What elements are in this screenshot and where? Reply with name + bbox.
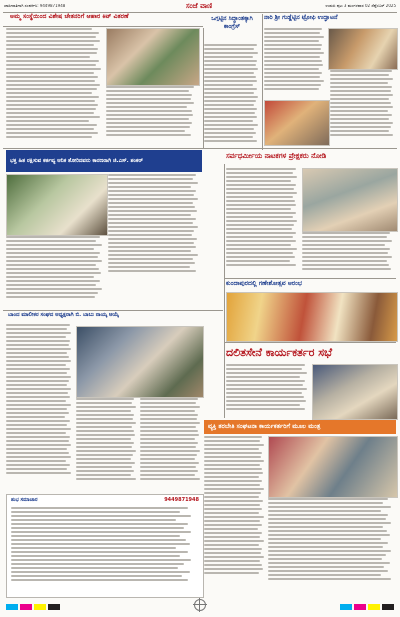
col-rule [262,14,263,150]
headline-h8: ದಲಿತಸೇನೆ ಕಾರ್ಯಕರ್ತರ ಸಭೆ [226,346,333,359]
article-training-b [268,498,396,596]
headline-h9: ವ್ಯಕ್ತಿ ತರಬೇತಿ ಸಂಘಟನಾ ಕಾರ್ಯಕರ್ತರಿಗೆ ಮೂಲ ಮಂತ್ರ [204,420,396,434]
article-left-top [6,28,104,140]
row-rule [3,148,397,149]
masthead: ಸಂಜೆ ವಾಣಿ [185,2,213,10]
headline-h5: ಭಕ್ತ ಹಿತ ರಕ್ಷಿಸುವ ಕರ್ತವ್ಯ ಆನಿಕ ತೋರಿದವರು ಕಾರಣರಾಗಿ ಜಿ.ಎಸ್. ಶಂಕರ್ [6,150,202,172]
row-rule [3,310,223,311]
row-rule [224,342,396,343]
headline-h4: ಸರ್ವಧರ್ಮೀಯ ನಾಟಕಗಳ ಪ್ರೇಕ್ಷಕರು ನೋಡಿ [226,152,327,160]
photo-trophy [328,28,398,70]
ad-body [11,507,199,593]
ad-title: ಶುಭ ಸಮಾಚಾರ [11,497,38,503]
header-left: ಜಾಹೀರಾತಿಗಾಗಿ ಸಂಪರ್ಕಿಸಿ: 9449871948 [4,4,66,8]
row-rule [224,278,396,279]
article-right-top [330,70,396,150]
photo-group [76,326,204,398]
article-dalitsene [226,364,310,418]
swatch-black-2 [382,604,394,610]
article-mid-lower-a [76,398,138,492]
article-babu-naik [6,324,74,492]
photo-event-right [264,100,330,146]
headline-h1: ಅಮ್ಮ ಸಂಸ್ಥೆಯಿಂದ ವಿಶೇಷ ಚೇತನರಿಗೆ ಆಹಾರ ಕಿಟ್ ವಿತರಣೆ [10,13,129,20]
article-congress [204,44,260,152]
rule [3,26,203,27]
registration-mark [194,599,206,611]
photo-dalitsene [312,364,398,420]
photo-drama [302,168,398,232]
photo-training [268,436,398,498]
article-mid-top [106,86,198,142]
headline-h6: ಬಾಂದ ಮಾಲೀಕರ ಸಂಘದ ಅಧ್ಯಕ್ಷರಾಗಿ ಬಿ. ಬಾಬು ನಾಯ್ಕ ಆಯ್ಕೆ [8,312,119,318]
article-shankar [108,174,202,284]
swatch-cyan-2 [340,604,352,610]
swatch-magenta-2 [354,604,366,610]
swatch-cyan [6,604,18,610]
article-drama-b [302,232,396,278]
article-mid-lower-b [140,398,202,492]
header-right: ಉಡುಪಿ ಪುಟ 3 ಮಂಗಳವಾರ 02 ಸೆಪ್ಟೆಂಬರ್ 2025 [325,4,396,8]
headline-h2: ಒಗ್ಗಟ್ಟಿನ ಸಿದ್ಧಾಂತಕ್ಕಾಗಿ ಕಾಂಗ್ರೆಸ್ [211,15,253,30]
swatch-yellow-2 [368,604,380,610]
col-rule [203,28,204,148]
headline-h3: ನಾರಿ ಶ್ರೀ ಗುಡ್ಡೆಟ್ಟಿನ ಟ್ರೋಫಿ ಉದ್ಘಾಟನೆ [264,14,338,21]
photo-ganesha [226,292,398,342]
col-rule [224,164,225,418]
swatch-magenta [20,604,32,610]
ad-phone: 9449871948 [164,497,199,503]
photo-kit-distribution [106,28,200,86]
photo-shankar [6,174,108,236]
headline-h7: ಕುಂದಾಪುರದಲ್ಲಿ ಗಣೇಶೋತ್ಸವ ಆರಂಭ [226,280,303,287]
article-left-mid [6,236,106,310]
swatch-black [48,604,60,610]
article-training-a [204,436,266,596]
footer-ad [6,494,204,598]
swatch-yellow [34,604,46,610]
article-drama [226,168,300,278]
article-trophy [264,28,326,100]
article-thin-col [204,168,224,308]
